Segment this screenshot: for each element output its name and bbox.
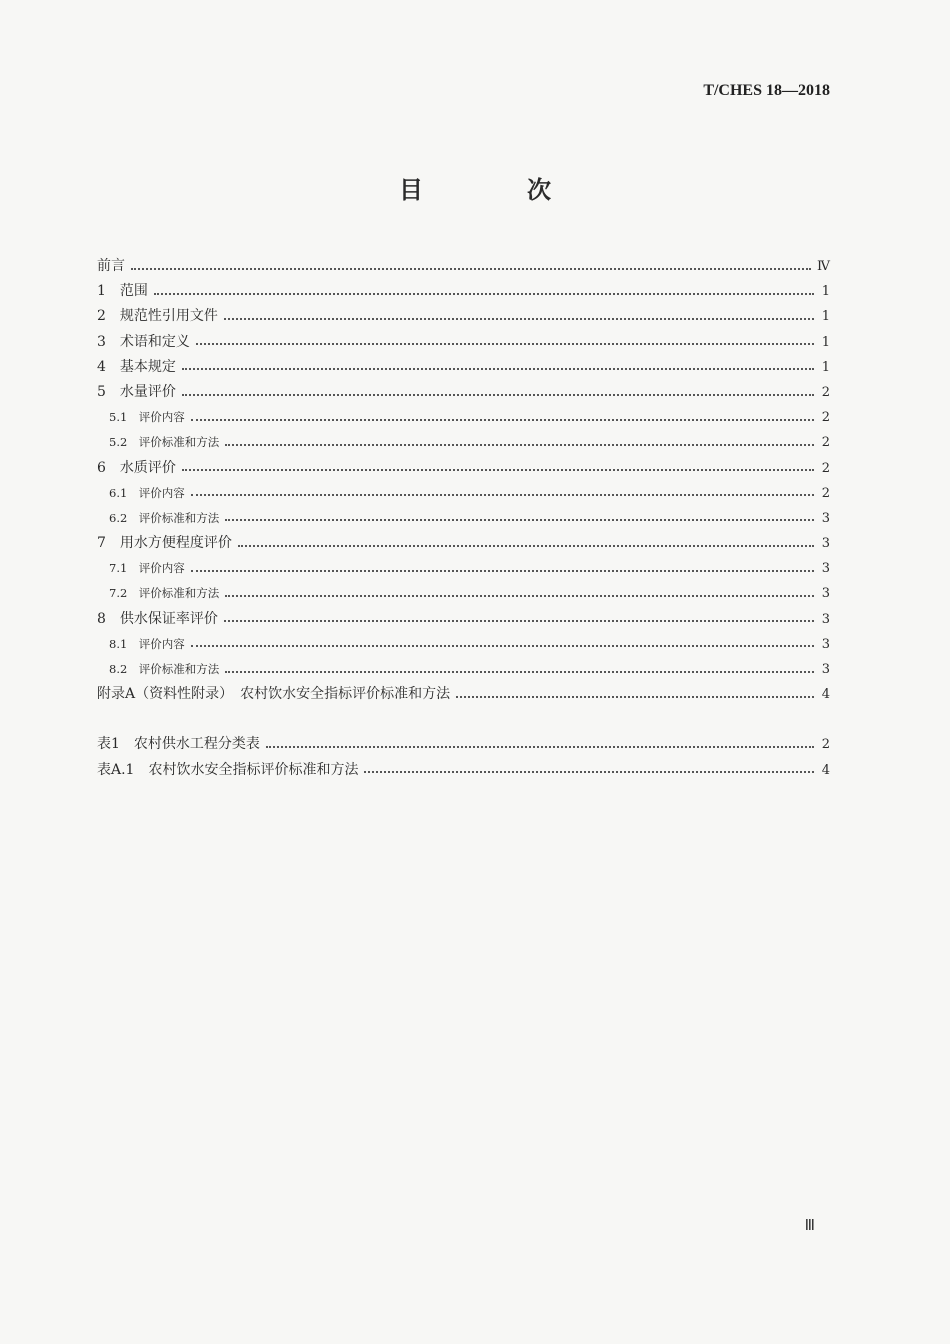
toc-entry-label: 6.2 评价标准和方法 (109, 510, 220, 525)
table-entry-page: 4 (821, 762, 830, 778)
toc-entry-page: 1 (821, 284, 830, 300)
toc-entry-label: 7.2 评价标准和方法 (109, 586, 220, 601)
toc-entry[interactable] (97, 607, 830, 632)
page-number: Ⅲ (804, 1218, 815, 1234)
table-entry[interactable] (97, 758, 830, 783)
toc-entry[interactable] (97, 355, 830, 380)
dot-leader (225, 595, 814, 597)
toc-entry-page: 2 (821, 460, 830, 476)
toc-entry-label: 5.2 评价标准和方法 (109, 435, 220, 450)
toc-entry-page: 4 (821, 687, 830, 703)
dot-leader (182, 394, 814, 396)
dot-leader (224, 620, 814, 622)
toc-entry-label: 5.1 评价内容 (109, 410, 185, 425)
dot-leader (182, 368, 814, 370)
dot-leader (182, 469, 814, 471)
table-entry[interactable] (97, 732, 830, 757)
toc-entry[interactable] (97, 481, 830, 506)
table-entry-label: 表A.1 农村饮水安全指标评价标准和方法 (97, 761, 359, 778)
toc-entry-page: 2 (821, 485, 830, 501)
toc-entry[interactable] (97, 632, 830, 657)
dot-leader (225, 519, 814, 521)
toc-entry-label: 6 水质评价 (97, 459, 176, 476)
toc-entry-label: 5 水量评价 (97, 383, 176, 400)
toc-entry-page: 3 (821, 636, 830, 652)
toc-entry[interactable] (97, 279, 830, 304)
dot-leader (364, 771, 814, 773)
toc-entry[interactable] (97, 506, 830, 531)
table-of-contents (97, 254, 830, 783)
dot-leader (131, 268, 811, 270)
toc-entry-page: Ⅳ (817, 259, 830, 274)
toc-entry-page: 3 (821, 586, 830, 602)
table-entry-page: 2 (821, 737, 830, 753)
toc-entry[interactable] (97, 682, 830, 707)
toc-entry[interactable] (97, 531, 830, 556)
toc-entry-page: 1 (821, 359, 830, 375)
toc-entry-label: 8.2 评价标准和方法 (109, 662, 220, 676)
section-gap (97, 707, 830, 732)
toc-entry[interactable] (97, 581, 830, 606)
dot-leader (196, 343, 814, 345)
toc-entry-label: 7.1 评价内容 (109, 561, 185, 576)
toc-entry-label: 3 术语和定义 (97, 333, 190, 350)
toc-entry-label: 6.1 评价内容 (109, 485, 185, 500)
dot-leader (456, 696, 814, 698)
toc-entry-label: 附录A（资料性附录） 农村饮水安全指标评价标准和方法 (97, 686, 451, 703)
toc-entry[interactable] (97, 657, 830, 682)
toc-entry-label: 8.1 评价内容 (109, 636, 185, 651)
toc-entry[interactable] (97, 254, 830, 279)
table-list (97, 732, 830, 782)
toc-entries (97, 254, 830, 707)
toc-entry-page: 3 (821, 611, 830, 627)
toc-entry-page: 2 (821, 435, 830, 451)
dot-leader (191, 645, 814, 647)
toc-entry-page: 3 (821, 561, 830, 577)
dot-leader (224, 318, 814, 320)
dot-leader (238, 545, 814, 547)
toc-entry[interactable] (97, 556, 830, 581)
toc-entry-page: 3 (821, 662, 830, 677)
toc-entry[interactable] (97, 456, 830, 481)
toc-entry-page: 1 (821, 309, 830, 325)
toc-entry-label: 8 供水保证率评价 (97, 610, 218, 627)
toc-entry[interactable] (97, 304, 830, 329)
dot-leader (225, 444, 814, 446)
toc-entry-page: 2 (821, 410, 830, 426)
toc-entry-page: 2 (821, 384, 830, 400)
dot-leader (191, 494, 814, 496)
table-entry-label: 表1 农村供水工程分类表 (97, 736, 260, 753)
toc-entry-page: 3 (821, 536, 830, 552)
page-title: 目 次 (399, 176, 591, 204)
toc-entry-label: 2 规范性引用文件 (97, 308, 218, 325)
toc-entry-page: 3 (821, 510, 830, 526)
dot-leader (191, 570, 814, 572)
dot-leader (191, 419, 814, 421)
toc-entry[interactable] (97, 405, 830, 430)
toc-entry-page: 1 (821, 334, 830, 350)
toc-entry-label: 前言 (97, 258, 125, 274)
toc-entry-label: 1 范围 (97, 283, 148, 300)
dot-leader (225, 671, 814, 673)
dot-leader (154, 293, 814, 295)
toc-entry[interactable] (97, 380, 830, 405)
toc-entry[interactable] (97, 430, 830, 455)
dot-leader (266, 746, 814, 748)
toc-entry-label: 4 基本规定 (97, 358, 176, 375)
toc-entry[interactable] (97, 330, 830, 355)
document-code: T/CHES 18—2018 (703, 82, 830, 99)
toc-entry-label: 7 用水方便程度评价 (97, 535, 232, 552)
